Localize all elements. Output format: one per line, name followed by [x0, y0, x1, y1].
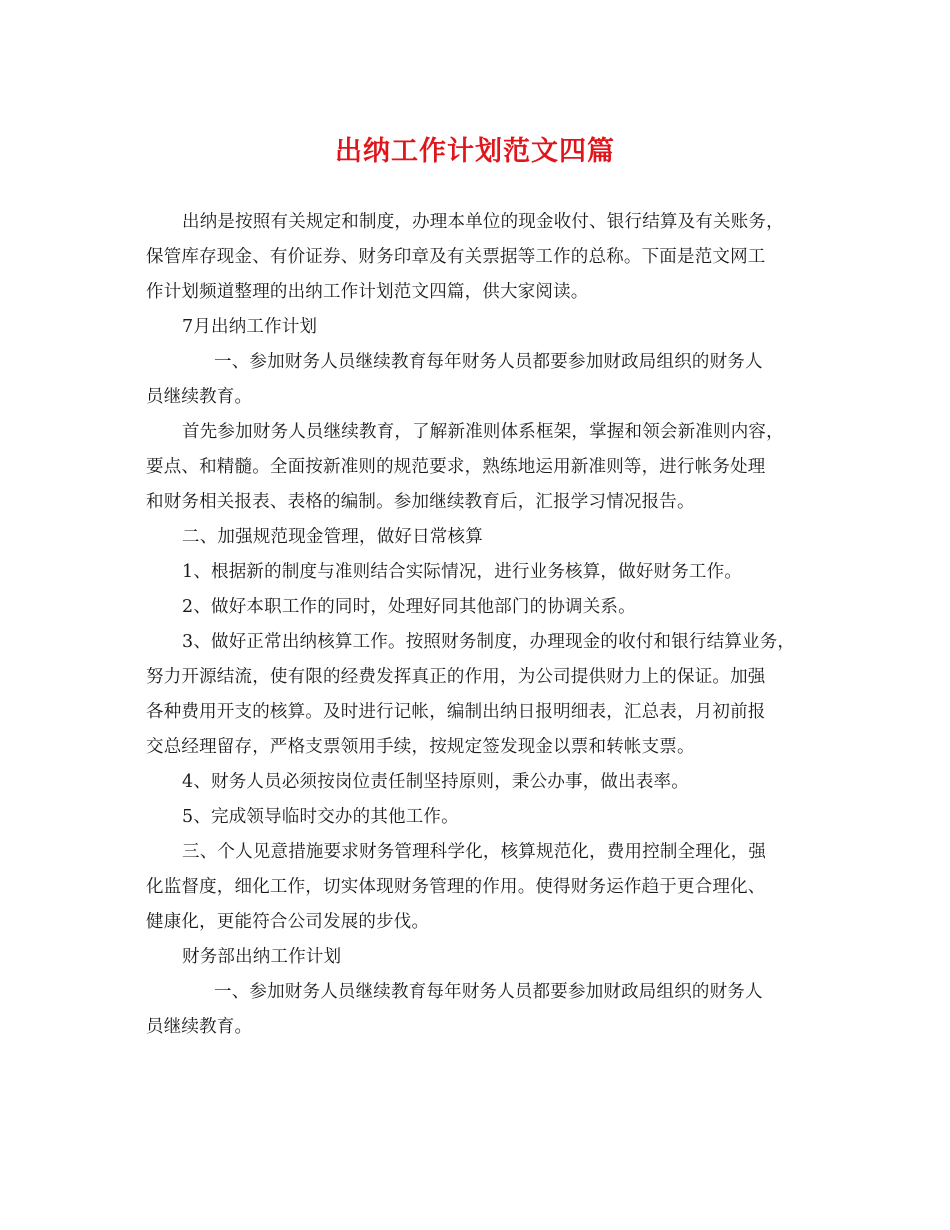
paragraph-line: 一、参加财务人员继续教育每年财务人员都要参加财政局组织的财务人 — [214, 352, 763, 372]
paragraph-line: 作计划频道整理的出纳工作计划范文四篇，供大家阅读。 — [146, 282, 589, 302]
paragraph-line: 4、财务人员必须按岗位责任制坚持原则，秉公办事，做出表率。 — [182, 772, 689, 792]
paragraph-line: 努力开源结流，使有限的经费发挥真正的作用，为公司提供财力上的保证。加强 — [146, 667, 766, 687]
paragraph-line: 要点、和精髓。全面按新准则的规范要求，熟练地运用新准则等，进行帐务处理 — [146, 457, 766, 477]
paragraph-line: 交总经理留存，严格支票领用手续，按规定签发现金以票和转帐支票。 — [146, 737, 695, 757]
paragraph-line: 三、个人见意措施要求财务管理科学化，核算规范化，费用控制全理化，强 — [182, 842, 767, 862]
paragraph-line: 各种费用开支的核算。及时进行记帐，编制出纳日报明细表，汇总表，月初前报 — [146, 702, 766, 722]
paragraph-line: 化监督度，细化工作，切实体现财务管理的作用。使得财务运作趋于更合理化、 — [146, 877, 766, 897]
section-heading: 7月出纳工作计划 — [182, 317, 318, 337]
paragraph-line: 和财务相关报表、表格的编制。参加继续教育后，汇报学习情况报告。 — [146, 492, 695, 512]
paragraph-line: 1、根据新的制度与准则结合实际情况，进行业务核算，做好财务工作。 — [182, 562, 743, 582]
document-title: 出纳工作计划范文四篇 — [335, 136, 615, 167]
paragraph-line: 2、做好本职工作的同时，处理好同其他部门的协调关系。 — [182, 597, 636, 617]
section-heading: 财务部出纳工作计划 — [182, 947, 342, 967]
paragraph-line: 一、参加财务人员继续教育每年财务人员都要参加财政局组织的财务人 — [214, 982, 763, 1002]
paragraph-line: 二、加强规范现金管理，做好日常核算 — [182, 527, 483, 547]
paragraph-line: 首先参加财务人员继续教育，了解新准则体系框架，掌握和领会新准则内容， — [182, 422, 784, 442]
document-body — [146, 205, 826, 1045]
paragraph-line: 员继续教育。 — [146, 387, 253, 407]
paragraph-line: 3、做好正常出纳核算工作。按照财务制度，办理现金的收付和银行结算业务， — [182, 632, 796, 652]
paragraph-line: 出纳是按照有关规定和制度，办理本单位的现金收付、银行结算及有关账务， — [182, 212, 784, 232]
paragraph-line: 健康化，更能符合公司发展的步伐。 — [146, 912, 430, 932]
paragraph-line: 员继续教育。 — [146, 1017, 253, 1037]
paragraph-line: 5、完成领导临时交办的其他工作。 — [182, 807, 459, 827]
paragraph-line: 保管库存现金、有价证券、财务印章及有关票据等工作的总称。下面是范文网工 — [146, 247, 766, 267]
